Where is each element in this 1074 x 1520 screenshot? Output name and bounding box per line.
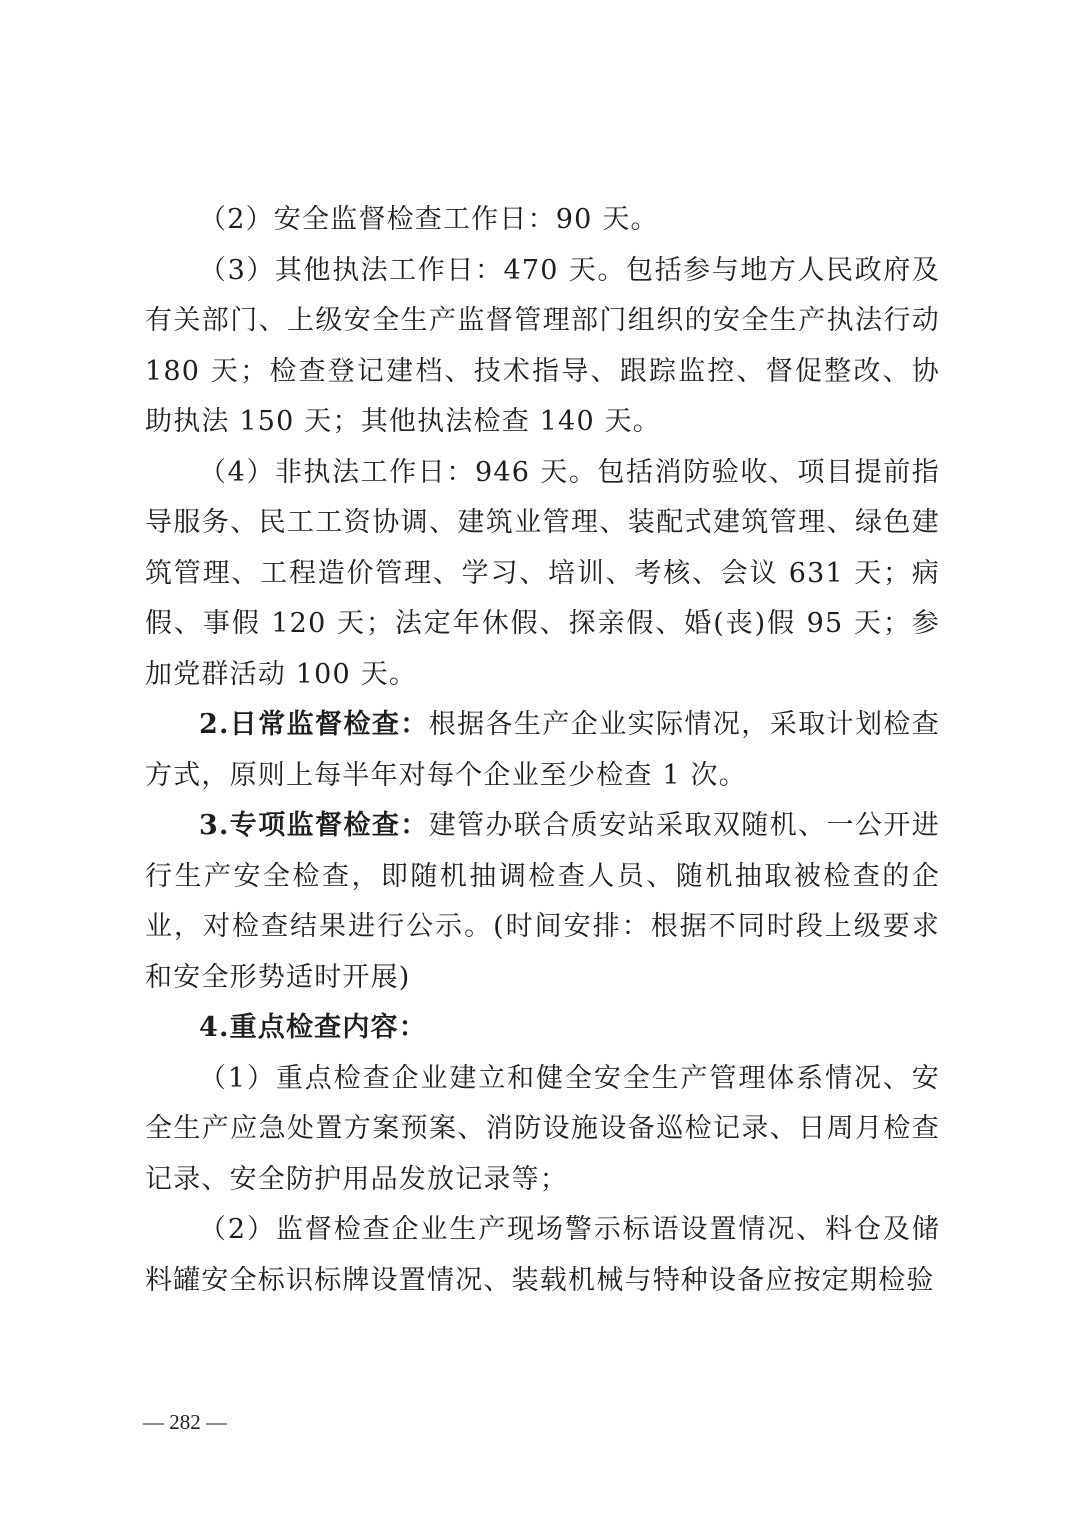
paragraph-other-enforcement-days: （3）其他执法工作日：470 天。包括参与地方人民政府及有关部门、上级安全生产监督管理部门组织的安全生产执法行动 180 天；检查登记建档、技术指导、跟踪监控、督促整改、协助执法 150 天；其他执法检查 140 天。 — [145, 254, 940, 437]
body-text — [145, 195, 940, 1306]
key-inspection-heading: 4.重点检查内容： — [199, 1012, 427, 1043]
paragraph-key-inspection-2: （2）监督检查企业生产现场警示标语设置情况、料仓及储料罐安全标识标牌设置情况、装载机械与特种设备应按定期检验 — [145, 1214, 940, 1296]
page-number: — 282 — — [143, 1410, 227, 1434]
routine-inspection-heading: 2.日常监督检查： — [199, 709, 429, 740]
special-inspection-text: 建管办联合质安站采取双随机、一公开进行生产安全检查，即随机抽调检查人员、随机抽取被检查的企业，对检查结果进行公示。(时间安排：根据不同时段上级要求和安全形势适时开展) — [145, 810, 940, 993]
routine-inspection-text: 根据各生产企业实际情况，采取计划检查方式，原则上每半年对每个企业至少检查 1 次。 — [145, 709, 940, 791]
paragraph-special-inspection — [145, 801, 940, 1003]
paragraph-routine-inspection — [145, 700, 940, 801]
paragraph-key-inspection-1: （1）重点检查企业建立和健全安全生产管理体系情况、安全生产应急处置方案预案、消防设施设备巡检记录、日周月检查记录、安全防护用品发放记录等； — [145, 1062, 940, 1195]
paragraph-non-enforcement-days: （4）非执法工作日：946 天。包括消防验收、项目提前指导服务、民工工资协调、建筑业管理、装配式建筑管理、绿色建筑管理、工程造价管理、学习、培训、考核、会议 631 天；病假、事假 120 天；法定年休假、探亲假、婚(丧)假 95 天；参加党群活动 100 天。 — [145, 456, 940, 690]
special-inspection-heading: 3.专项监督检查： — [199, 810, 429, 841]
paragraph-safety-inspection-days: （2）安全监督检查工作日：90 天。 — [199, 204, 659, 235]
